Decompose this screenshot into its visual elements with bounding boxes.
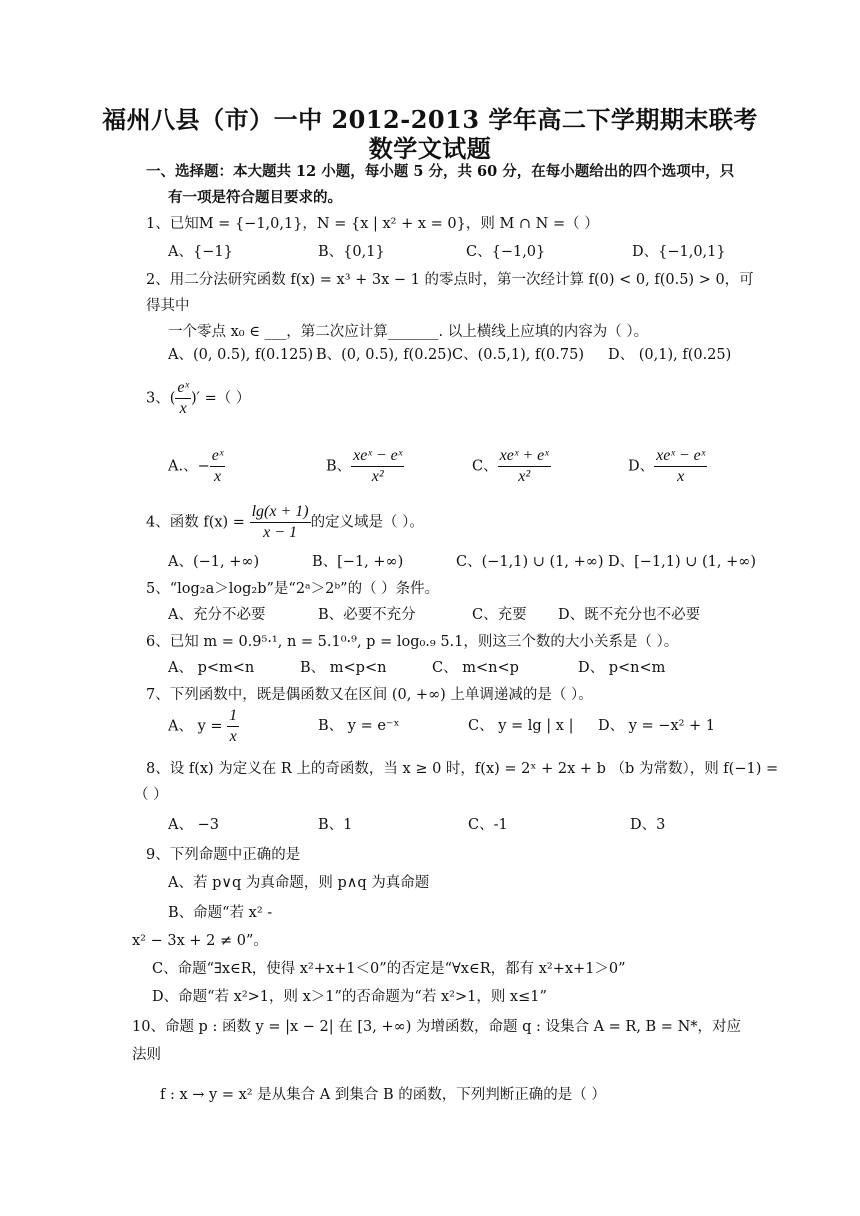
question-2-option-a: A、(0, 0.5), f(0.125)	[168, 347, 314, 363]
question-2-option-b: B、(0, 0.5), f(0.25)	[316, 347, 453, 363]
question-2-option-c: C、(0.5,1), f(0.75)	[452, 347, 584, 363]
question-2-stem-cont: 得其中	[146, 298, 190, 314]
question-3-option-b-fraction	[351, 446, 404, 487]
question-7-option-a-label: A、 y =	[168, 718, 228, 735]
question-10-stem: 10、命题 p : 函数 y = |x − 2| 在 [3, +∞) 为增函数，命题 q : 设集合 A = R, B = N*，对应	[132, 1019, 742, 1035]
question-5-option-a: A、充分不必要	[168, 607, 266, 623]
question-3-option-b-denominator: x²	[371, 468, 384, 485]
question-9-option-d: D、命题“若 x²>1，则 x＞1”的否命题为“若 x²>1，则 x≤1”	[152, 989, 547, 1005]
question-3-suffix: )′ =（ ）	[191, 390, 251, 407]
question-3-option-c-label: C、	[472, 458, 498, 475]
question-7-option-b: B、 y = e⁻ˣ	[318, 718, 400, 734]
question-2-option-d: D、 (0,1), f(0.25)	[608, 347, 732, 363]
question-1-option-b: B、{0,1}	[318, 244, 385, 260]
question-9-option-a: A、若 p∨q 为真命题，则 p∧q 为真命题	[168, 875, 430, 891]
question-1-option-c: C、{−1,0}	[466, 244, 546, 260]
question-9-option-b: B、命题“若 x² -	[168, 905, 273, 921]
question-8-option-a: A、 −3	[168, 817, 219, 833]
question-3-option-a	[168, 446, 225, 487]
question-4-fraction-numerator: lg(x + 1)	[250, 502, 311, 523]
question-3-option-d	[628, 446, 707, 487]
question-6-option-a: A、 p<m<n	[168, 660, 255, 676]
question-3-fraction	[175, 378, 191, 419]
question-3-option-b-label: B、	[326, 458, 352, 475]
question-6-option-d: D、 p<n<m	[578, 660, 666, 676]
question-4-suffix: 的定义域是（ ）。	[310, 514, 424, 531]
question-7-stem: 7、下列函数中，既是偶函数又在区间 (0, +∞) 上单调递减的是（ ）。	[146, 687, 593, 703]
question-3-option-a-numerator: eˣ	[210, 446, 226, 467]
question-3-option-d-numerator: xeˣ − eˣ	[654, 446, 707, 467]
question-3-fraction-denominator: x	[179, 400, 187, 417]
question-4-fraction-denominator: x − 1	[263, 524, 298, 541]
question-3-option-a-fraction	[210, 446, 226, 487]
question-2-stem: 2、用二分法研究函数 f(x) = x³ + 3x − 1 的零点时，第一次经计算 f(0) < 0, f(0.5) > 0，可	[146, 272, 754, 288]
question-6-option-c: C、 m<n<p	[432, 660, 519, 676]
question-3-option-b	[326, 446, 404, 487]
question-4-fraction	[250, 502, 311, 543]
question-5-option-c: C、充要	[472, 607, 527, 623]
question-9-stem: 9、下列命题中正确的是	[146, 847, 301, 863]
question-2-stem-line3: 一个零点 x₀ ∈ ___，第二次应计算_______. 以上横线上应填的内容为（ ）。	[168, 324, 649, 340]
question-7-option-a	[168, 706, 239, 747]
section-instructions-line1: 一、选择题：本大题共 12 小题，每小题 5 分，共 60 分，在每小题给出的四个选项中，只	[146, 163, 735, 180]
question-6-option-b: B、 m<p<n	[300, 660, 387, 676]
question-8-option-c: C、-1	[468, 817, 508, 833]
question-3-stem	[146, 378, 250, 419]
question-5-stem: 5、“log₂a＞log₂b”是“2ᵃ＞2ᵇ”的（ ）条件。	[146, 581, 440, 597]
question-3-option-b-numerator: xeˣ − eˣ	[351, 446, 404, 467]
question-4-stem	[146, 502, 424, 543]
exam-title: 福州八县（市）一中 2012-2013 学年高二下学期期末联考	[102, 105, 758, 134]
question-4-prefix: 4、函数 f(x) =	[146, 514, 250, 531]
question-3-option-c-numerator: xeˣ + eˣ	[498, 446, 551, 467]
question-10-stem-line3: f : x → y = x² 是从集合 A 到集合 B 的函数，下列判断正确的是（ ）	[160, 1087, 606, 1103]
question-9-option-c: C、命题“∃x∈R，使得 x²+x+1＜0”的否定是“∀x∈R，都有 x²+x+1＞0”	[152, 961, 626, 977]
question-8-option-b: B、1	[318, 817, 353, 833]
question-7-option-c: C、 y = lg | x |	[468, 718, 574, 734]
question-3-option-c-fraction	[498, 446, 551, 487]
question-5-option-d: D、既不充分也不必要	[558, 607, 701, 623]
question-3-option-c-denominator: x²	[518, 468, 531, 485]
question-1-option-a: A、{−1}	[168, 244, 233, 260]
question-7-option-d: D、 y = −x² + 1	[598, 718, 716, 734]
question-3-option-d-label: D、	[628, 458, 655, 475]
question-3-option-a-denominator: x	[213, 468, 222, 485]
question-5-option-b: B、必要不充分	[318, 607, 416, 623]
question-7-option-a-denominator: x	[229, 728, 237, 745]
question-9-option-b-cont: x² − 3x + 2 ≠ 0”。	[132, 933, 268, 949]
question-3-option-d-fraction	[654, 446, 707, 487]
question-3-option-c	[472, 446, 551, 487]
section-instructions-line2: 有一项是符合题目要求的。	[168, 189, 342, 206]
question-4-option-d: D、[−1,1) ∪ (1, +∞)	[608, 554, 757, 570]
question-3-fraction-numerator: eˣ	[175, 378, 191, 399]
question-7-option-a-fraction	[227, 706, 239, 747]
question-10-stem-cont: 法则	[132, 1047, 161, 1063]
question-8-stem-cont: （ ）	[134, 787, 168, 803]
question-1-stem: 1、已知M = {−1,0,1}，N = {x | x² + x = 0}，则 M ∩ N =（ ）	[146, 216, 599, 232]
question-3-option-d-denominator: x	[677, 468, 685, 485]
question-8-stem: 8、设 f(x) 为定义在 R 上的奇函数，当 x ≥ 0 时，f(x) = 2ˣ + 2x + b （b 为常数），则 f(−1) =	[146, 761, 779, 777]
question-4-option-a: A、(−1, +∞)	[168, 554, 260, 570]
question-1-option-d: D、{−1,0,1}	[632, 244, 726, 260]
question-6-stem: 6、已知 m = 0.9⁵·¹, n = 5.1⁰·⁹, p = log₀.₉ 5.1，则这三个数的大小关系是（ ）。	[146, 634, 679, 650]
question-8-option-d: D、3	[630, 817, 666, 833]
exam-subtitle: 数学文试题	[368, 134, 492, 163]
question-3-prefix: 3、(	[146, 390, 176, 407]
question-4-option-c: C、(−1,1) ∪ (1, +∞)	[456, 554, 604, 570]
question-3-option-a-label: A.、−	[168, 458, 210, 475]
question-4-option-b: B、[−1, +∞)	[312, 554, 404, 570]
question-7-option-a-numerator: 1	[227, 706, 239, 727]
